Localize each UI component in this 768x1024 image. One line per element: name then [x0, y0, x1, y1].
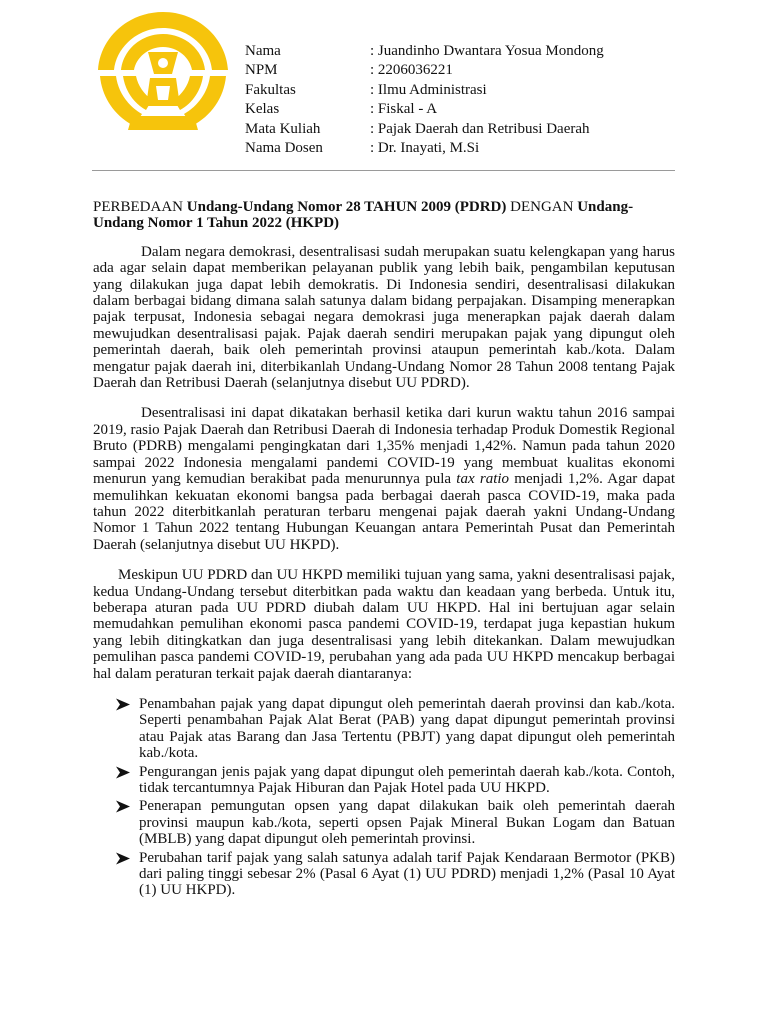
title-text: DENGAN	[506, 199, 578, 215]
info-row-npm	[245, 61, 604, 80]
paragraph: Meskipun UU PDRD dan UU HKPD memiliki tujuan yang sama, yakni desentralisasi pajak, kedua Undang-Undang tersebut diterbitkan pada waktu dan keadaan yang berbeda. Untuk itu, beberapa aturan pada UU PDRD diubah dalam UU HKPD. Hal ini bertujuan agar selain memudahkan pemulihan ekonomi pasca pandemi COVID-19, terdapat juga kepastian hukum yang lebih ditingkatkan dan juga desentralisasi yang lebih ditekankan. Dalam mewujudkan pemulihan pasca pandemi COVID-19, perubahan yang ada pada UU HKPD mencakup berbagai hal dalam peraturan terkait pajak daerah diantaranya:	[93, 567, 675, 682]
list-item-text: Perubahan tarif pajak yang salah satunya adalah tarif Pajak Kendaraan Bermotor (PKB) dari paling tinggi sebesar 2% (Pasal 6 Ayat (1) UU PDRD) menjadi 1,2% (Pasal 10 Ayat (1) UU HKPD).	[139, 849, 675, 899]
info-row-kelas	[245, 100, 604, 119]
info-row-mata-kuliah	[245, 120, 604, 139]
list-item	[93, 850, 675, 899]
info-label: Nama	[245, 43, 281, 59]
info-label: NPM	[245, 62, 278, 79]
info-value: : 2206036221	[370, 62, 453, 79]
info-row-nama-dosen	[245, 139, 604, 158]
arrow-bullet-icon	[115, 698, 131, 711]
list-item-text: Penambahan pajak yang dapat dipungut oleh pemerintah daerah provinsi dan kab./kota. Seperti penambahan Pajak Alat Berat (PAB) yang dapat dipungut pemerintah provinsi atau Pajak atas Barang dan Jasa Tertentu (PBJT) yang dapat dipungut oleh pemerintah kab./kota.	[139, 695, 675, 762]
paragraph: Dalam negara demokrasi, desentralisasi sudah merupakan suatu kelengkapan yang harus ada agar selain dapat memberikan pelayanan publik yang lebih baik, pengambilan keputusan yang dilakukan juga dapat lebih demokratis. Di Indonesia sendiri, desentralisasi dilakukan dalam berbagai bidang dimana salah satunya dalam bidang perpajakan. Disamping menerapkan pajak terpusat, Indonesia sebagai negara demokrasi juga menerapkan pajak daerah dalam mewujudkan desentralisasi pajak. Pajak daerah sendiri merupakan pajak yang dipungut oleh pemerintah daerah, baik oleh pemerintah provinsi ataupun pemerintah kab./kota. Dalam mengatur pajak daerah ini, diterbikanlah Undang-Undang Nomor 28 Tahun 2008 tentang Pajak Daerah dan Retribusi Daerah (selanjutnya disebut UU PDRD).	[93, 243, 675, 392]
info-row-nama	[245, 42, 604, 61]
info-label: Nama Dosen	[245, 140, 323, 157]
paragraph	[93, 405, 675, 553]
title-text: PERBEDAAN	[93, 199, 187, 215]
arrow-bullet-icon	[115, 800, 131, 813]
bullet-list	[93, 696, 675, 899]
document-body	[93, 199, 675, 901]
list-item-text: Pengurangan jenis pajak yang dapat dipungut oleh pemerintah daerah kab./kota. Contoh, tidak tercantumnya Pajak Hiburan dan Pajak Hotel pada UU HKPD.	[139, 763, 675, 796]
title-bold-text: Undang-Undang Nomor 28 TAHUN 2009 (PDRD)	[186, 199, 507, 215]
info-value: : Fiskal - A	[370, 101, 438, 118]
list-item	[93, 764, 675, 797]
info-value: : Juandinho Dwantara Yosua Mondong	[370, 43, 604, 59]
list-item	[93, 798, 675, 847]
info-value: : Ilmu Administrasi	[370, 81, 487, 98]
list-item-text: Penerapan pemungutan opsen yang dapat dilakukan baik oleh pemerintah daerah provinsi maupun kab./kota, seperti opsen Pajak Mineral Bukan Logam dan Batuan (MBLB) yang dapat dipungut oleh pemerintah provinsi.	[139, 798, 675, 848]
list-item	[93, 696, 675, 762]
header-divider	[92, 170, 675, 171]
info-row-fakultas	[245, 81, 604, 100]
document-title	[93, 199, 675, 232]
paragraph-text: Desentralisasi ini dapat dikatakan berhasil ketika dari kurun waktu tahun 2016 sampai 2019, rasio Pajak Daerah dan Retribusi Daerah di Indonesia terhadap Produk Domestik Regional Bruto (PDRB) mengalami pengingkatan dari 1,35% menjadi 1,42%. Namun pada tahun 2020 sampai 2022 Indonesia mengalami pandemi COVID-19 yang membuat kualitas ekonomi menurun yang kemudian berakibat pada menurunnya pula	[93, 405, 675, 488]
arrow-bullet-icon	[115, 766, 131, 779]
info-label: Fakultas	[245, 81, 296, 98]
paragraph-text: menjadi 1,2%. Agar dapat memulihkan kekuatan ekonomi bangsa pada berbagai daerah pasca COVID-19, maka pada tahun 2022 diterbitkanlah peraturan terbaru mengenai pajak daerah yakni Undang-Undang Nomor 1 Tahun 2022 tentang Hubungan Keuangan antara Pemerintah Pusat dan Pemerintah Daerah (selanjutnya disebut UU HKPD).	[93, 471, 675, 553]
info-label: Mata Kuliah	[245, 120, 321, 137]
student-info	[245, 42, 604, 158]
info-label: Kelas	[245, 101, 280, 118]
arrow-bullet-icon	[115, 852, 131, 865]
info-value: : Pajak Daerah dan Retribusi Daerah	[370, 120, 590, 137]
university-logo-icon	[88, 8, 238, 142]
info-value: : Dr. Inayati, M.Si	[370, 140, 480, 157]
title-bold-text: Undang-Undang Nomor 1 Tahun 2022 (HKPD)	[93, 199, 634, 232]
italic-term: tax ratio	[456, 471, 510, 488]
